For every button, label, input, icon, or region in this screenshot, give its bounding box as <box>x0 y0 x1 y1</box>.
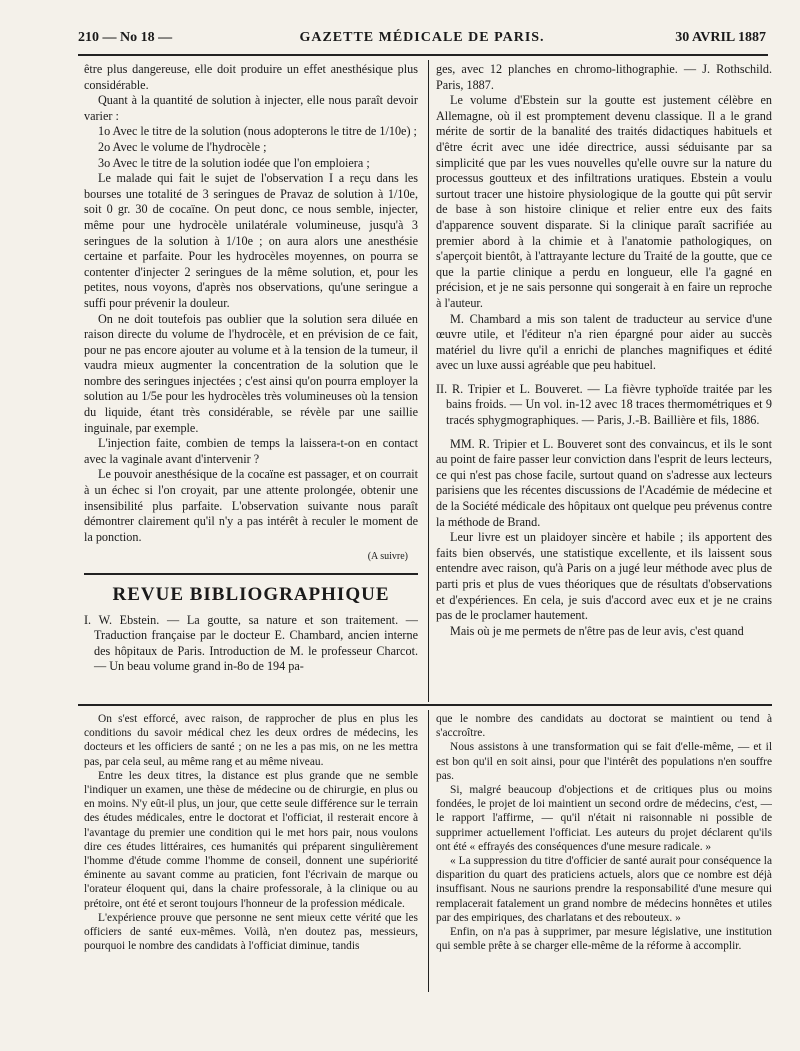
bibliography-entry: I. W. Ebstein. — La goutte, sa nature et son traitement. — Traduction française par le docteur E. Chambard, ancien interne des hôpitaux de Paris. Introduction de M. le professeur Charcot. — Un beau volume grand in-8o de 194 pa- <box>84 612 418 674</box>
column-divider <box>428 710 429 992</box>
paragraph: Quant à la quantité de solution à injecter, elle nous paraît devoir varier : <box>84 93 418 123</box>
paragraph: que le nombre des candidats au doctorat se maintient ou tend à s'accroître. <box>436 713 772 740</box>
paragraph: Le volume d'Ebstein sur la goutte est justement célèbre en Allemagne, où il est promptement devenu classique. Il a le grand mérite de sortir de la banalité des traités didactiques habituels et d'être écrit avec une idée directrice, aussi séduisante par sa simplicité que par les vues nouvelles qu'elle ouvre sur la nature du processus goutteux et des infiltrations uratiques. Ebstein a voulu surtout tracer une histoire physiologique de la goutte qui pût servir de base à son histoire clinique et relier entre eux des faits d'apparence souvent disparate. Si la clinique paraît sacrifiée au premier abord à la chimie et à l'anatomie pathologiques, on s'aperçoit bientôt, à l'attrayante lecture du Traité de la goutte, que ce que la partie clinique a perdu en longueur, elle l'a gagné en précision, et je ne sais personne qui songerait à en faire un reproche à l'auteur. <box>436 93 772 310</box>
paragraph: ges, avec 12 planches en chromo-lithographie. — J. Rothschild. Paris, 1887. <box>436 62 772 92</box>
upper-right-column <box>436 62 772 702</box>
journal-title: GAZETTE MÉDICALE DE PARIS. <box>299 30 545 45</box>
section-title: REVUE BIBLIOGRAPHIQUE <box>112 584 390 605</box>
paragraph: L'injection faite, combien de temps la laissera-t-on en contact avec la vaginale avant d'intervenir ? <box>84 436 418 466</box>
paragraph: On ne doit toutefois pas oublier que la solution sera diluée en raison directe du volume de l'hydrocèle, et en prévision de ce fait, pour ne pas encore ajouter au volume et à la tension de la tumeur, il vaudra mieux augmenter la concentration de la solution que le nombre des seringues injectées ; c'est ainsi qu'on pourra employer la solution au 1/5e pour les hydrocèles très volumineuses où la tension du liquide, étant très considérable, se révèle par une saillie inguinale, par exemple. <box>84 311 418 435</box>
paragraph: On s'est efforcé, avec raison, de rapprocher de plus en plus les conditions du savoir médical chez les deux ordres de médecins, les docteurs et les officiers de santé ; on ne les a pas mis, on ne les mettra pas, par cela seul, au même rang et au même niveau. <box>84 713 418 768</box>
issue-date: 30 AVRIL 1887 <box>675 30 766 45</box>
paragraph: Mais où je me permets de n'être pas de leur avis, c'est quand <box>450 623 744 638</box>
page-header <box>78 30 766 52</box>
paragraph: M. Chambard a mis son talent de traducteur au service d'une œuvre utile, et l'éditeur n'a rien épargné pour aider au succès matériel du livre qu'il a enrichi de planches magnifiques et édité avec un luxe aussi agréable que peu habituel. <box>436 311 772 373</box>
paragraph: Nous assistons à une transformation qui se fait d'elle-même, — et il est bon qu'il en soit ainsi, pour que l'intérêt des populations n'en souffre pas. <box>436 741 772 782</box>
paragraph: Le malade qui fait le sujet de l'observation I a reçu dans les bourses une totalité de 3 seringues de Pravaz de solution à 1/10e, soit 0 gr. 30 de cocaïne. On peut donc, ce nous semble, injecter, même pour une hydrocèle unilatérale volumineuse, jusqu'à 3 seringues de la solution à 1/10e ; on aura alors une anesthésie certaine et parfaite. Pour les hydrocèles moyennes, on pourra se contenter d'injecter 2 seringues de la même solution, et, pour les petites, nous voyons, d'après nos observations, qu'une seringue a suffi pour prévenir la douleur. <box>84 171 418 310</box>
section-rule <box>84 573 418 575</box>
feuilleton-separator <box>78 704 772 706</box>
paragraph: 1o Avec le titre de la solution (nous adopterons le titre de 1/10e) ; <box>98 124 417 139</box>
paragraph: Le pouvoir anesthésique de la cocaïne est passager, et on courrait à un échec si l'on croyait, par une attente prolongée, obtenir une insensibilité plus parfaite. L'observation suivante nous paraît démontrer clairement qu'il n'y a pas intérêt à reculer le moment de la ponction. <box>84 467 418 544</box>
paragraph: Entre les deux titres, la distance est plus grande que ne semble l'indiquer un examen, une thèse de médecine ou de chirurgie, en plus ou en moins. N'y eût-il plus, un jour, que cette seule différence sur le terrain des études médicales, entre le doctorat et l'officiat, il resterait encore à l'avantage du premier une condition qui le met hors pair, nous voulons dire ces études littéraires, ces humanités qui préparent singulièrement l'homme d'étude comme l'homme de conseil, donnent une supériorité éminente au savant comme au praticien, font l'écrivain de marque ou l'orateur éloquent qui, dans la chaire professorale, à la clinique ou au prétoire, ont été et seront toujours l'honneur de la profession médicale. <box>84 769 418 910</box>
bibliography-entry: II. R. Tripier et L. Bouveret. — La fièvre typhoïde traitée par les bains froids. — Un vol. in-12 avec 18 traces thermométriques et 9 tracés sphygmographiques. — Paris, J.-B. Baillière et fils, 1886. <box>436 381 772 428</box>
paragraph: Si, malgré beaucoup d'objections et de critiques plus ou moins fondées, le projet de loi maintient un second ordre de médecins, c'est, — le rapport l'affirme, — qu'il n'était ni raisonnable ni possible de supprimer actuellement l'officiat. Les auteurs du projet déclarent qu'ils ont été « effrayés des conséquences d'une mesure radicale. » <box>436 784 772 853</box>
paragraph: « La suppression du titre d'officier de santé aurait pour conséquence la disparition du quart des praticiens actuels, alors que ce nombre est déjà insuffisant. Nous ne saurions prendre la responsabilité d'une mesure qui remplacerait fatalement un grand nombre de médecins honnêtes et utiles par des empiriques, des charlatans et des rebouteux. » <box>436 855 772 924</box>
lower-left-column <box>84 712 418 992</box>
paragraph: L'expérience prouve que personne ne sent mieux cette vérité que les officiers de santé eux-mêmes. Voilà, n'en doutez pas, messieurs, pourquoi le nombre des candidats à l'officiat diminue, tandis <box>84 911 418 953</box>
paragraph: 2o Avec le volume de l'hydrocèle ; <box>98 139 267 154</box>
paragraph: être plus dangereuse, elle doit produire un effet anesthésique plus considérable. <box>84 62 418 92</box>
lower-right-column <box>436 712 772 992</box>
upper-left-column <box>84 62 418 702</box>
paragraph: MM. R. Tripier et L. Bouveret sont des convaincus, et ils le sont au point de faire passer leur conviction dans l'esprit de leurs lecteurs, ce qui n'est pas chose facile, surtout quand on s'adresse aux lecteurs parisiens que les récentes discussions de l'Académie de médecine et de la Société médicale des hôpitaux ont quelque peu prévenus contre la méthode de Brand. <box>436 436 772 529</box>
column-divider <box>428 60 429 702</box>
continued-note: (A suivre) <box>367 551 408 563</box>
header-rule <box>78 54 768 56</box>
paragraph: 3o Avec le titre de la solution iodée que l'on emploiera ; <box>98 155 370 170</box>
paragraph: Enfin, on n'a pas à supprimer, par mesure législative, une institution qui semble prête à se charger elle-même de la réforme à accomplir. <box>436 926 772 953</box>
page-number: 210 — No 18 — <box>78 30 173 45</box>
paragraph: Leur livre est un plaidoyer sincère et habile ; ils apportent des faits bien observés, une statistique excellente, et ils laissent sous entendre avec raison, qu'à Paris on a jugé leur méthode avec plus de parti pris et plus de vues théoriques que de résultats d'observations et d'expériences. En cela, je suis d'accord avec eux et je ne crains pas de le proclamer hautement. <box>436 530 772 623</box>
